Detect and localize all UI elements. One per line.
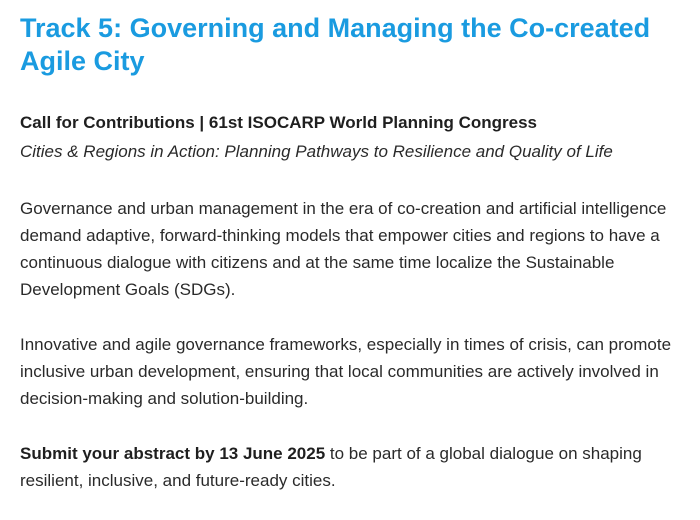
article bbox=[20, 0, 696, 494]
submission-text: to be part of a global dialogue on shaping resilient, inclusive, and future-ready cities. bbox=[20, 444, 642, 490]
submission-deadline: Submit your abstract by 13 June 2025 bbox=[20, 444, 326, 463]
submission-paragraph bbox=[20, 440, 696, 494]
agile-frameworks-paragraph: Innovative and agile governance frameworks, especially in times of crisis, can promote inclusive urban development, ensuring that local communities are actively involved in decision-making and solution-building. bbox=[20, 335, 672, 408]
congress-theme-subtitle: Cities & Regions in Action: Planning Pathways to Resilience and Quality of Life bbox=[20, 142, 613, 161]
governance-paragraph: Governance and urban management in the era of co-creation and artificial intelligence demand adaptive, forward-thinking models that empower cities and regions to have a continuous dialogue with citizens and at the same time localize the Sustainable Development Goals (SDGs). bbox=[20, 199, 667, 299]
page-title: Track 5: Governing and Managing the Co-created Agile City bbox=[20, 13, 651, 76]
call-for-contributions-heading: Call for Contributions | 61st ISOCARP World Planning Congress bbox=[20, 113, 538, 132]
